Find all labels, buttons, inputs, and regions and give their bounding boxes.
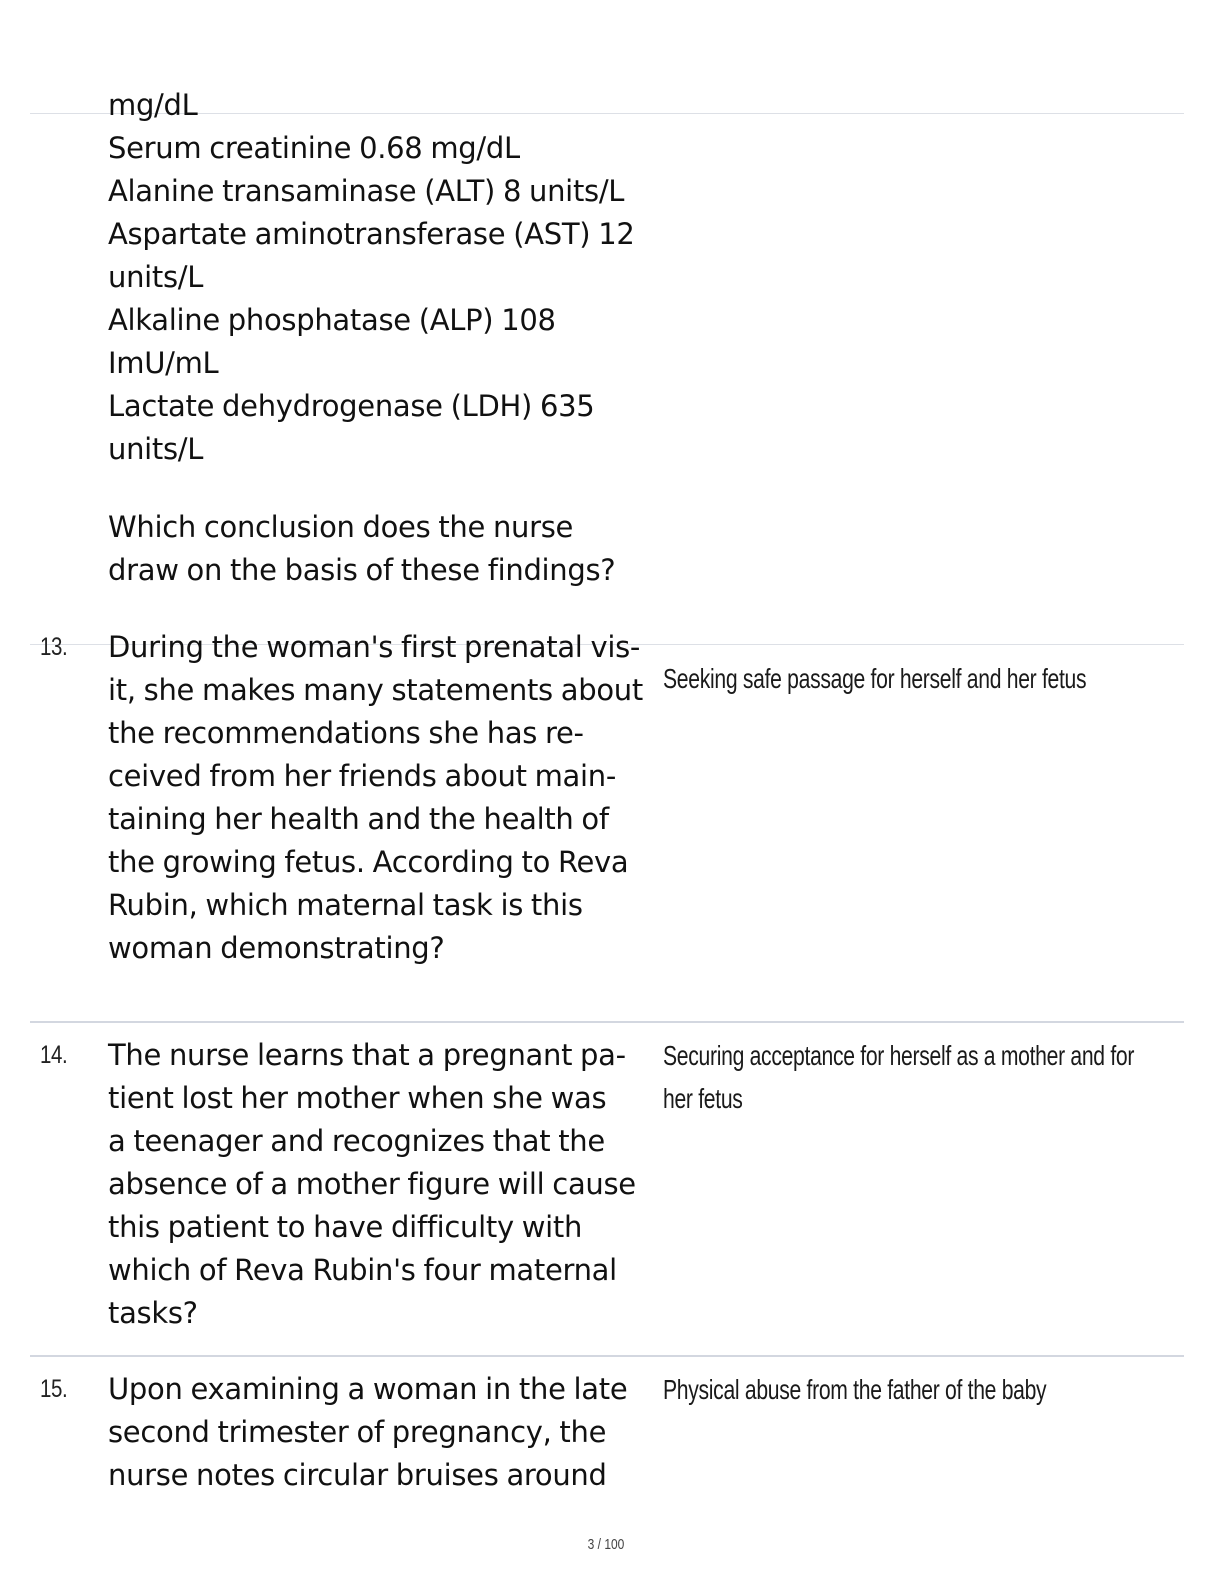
answer-13 (663, 657, 1146, 700)
answer-15 (663, 1368, 1146, 1411)
question-12-continuation (108, 84, 656, 471)
answer-line: Physical abuse from the father of the baby (663, 1374, 1047, 1405)
lab-value-line: Serum creatinine 0.68 mg/dL (108, 131, 520, 165)
question-12-prompt (108, 506, 656, 592)
lab-value-line: ImU/mL (108, 346, 219, 380)
lab-value-line: Lactate dehydrogenase (LDH) 635 (108, 389, 595, 423)
question-line: tasks? (108, 1296, 198, 1330)
row-divider-14 (30, 1021, 1184, 1023)
lab-value-line: mg/dL (108, 88, 198, 122)
question-line: nurse notes circular bruises around (108, 1458, 607, 1492)
lab-value-line: units/L (108, 432, 204, 466)
question-line: the growing fetus. According to Reva (108, 845, 629, 879)
answer-line: Seeking safe passage for herself and her fetus (663, 663, 1087, 694)
lab-value-line: Alkaline phosphatase (ALP) 108 (108, 303, 556, 337)
prompt-line: draw on the basis of these findings? (108, 553, 616, 587)
question-line: tient lost her mother when she was (108, 1081, 607, 1115)
question-14-text (108, 1034, 656, 1335)
answer-line: her fetus (663, 1083, 743, 1114)
question-15-text (108, 1368, 656, 1497)
question-line: it, she makes many statements about (108, 673, 643, 707)
question-line: The nurse learns that a pregnant pa- (108, 1038, 626, 1072)
question-line: ceived from her friends about main- (108, 759, 617, 793)
question-line: which of Reva Rubin's four maternal (108, 1253, 617, 1287)
answer-line: Securing acceptance for herself as a mother and for (663, 1040, 1135, 1071)
answer-14 (663, 1034, 1146, 1120)
lab-value-line: units/L (108, 260, 204, 294)
question-line: Rubin, which maternal task is this (108, 888, 583, 922)
lab-value-line: Aspartate aminotransferase (AST) 12 (108, 217, 635, 251)
question-line: a teenager and recognizes that the (108, 1124, 605, 1158)
question-number-14: 14. (40, 1041, 68, 1069)
question-line: the recommendations she has re- (108, 716, 584, 750)
question-line: this patient to have difficulty with (108, 1210, 583, 1244)
question-line: second trimester of pregnancy, the (108, 1415, 607, 1449)
question-line: taining her health and the health of (108, 802, 609, 836)
question-line: woman demonstrating? (108, 931, 445, 965)
question-number-15: 15. (40, 1375, 68, 1403)
row-divider-15 (30, 1355, 1184, 1357)
question-line: During the woman's first prenatal vis- (108, 630, 641, 664)
question-13-text (108, 626, 656, 970)
question-line: Upon examining a woman in the late (108, 1372, 628, 1406)
question-number-13: 13. (40, 633, 68, 661)
prompt-line: Which conclusion does the nurse (108, 510, 574, 544)
page-indicator: 3 / 100 (587, 1536, 625, 1553)
lab-value-line: Alanine transaminase (ALT) 8 units/L (108, 174, 625, 208)
question-line: absence of a mother figure will cause (108, 1167, 636, 1201)
